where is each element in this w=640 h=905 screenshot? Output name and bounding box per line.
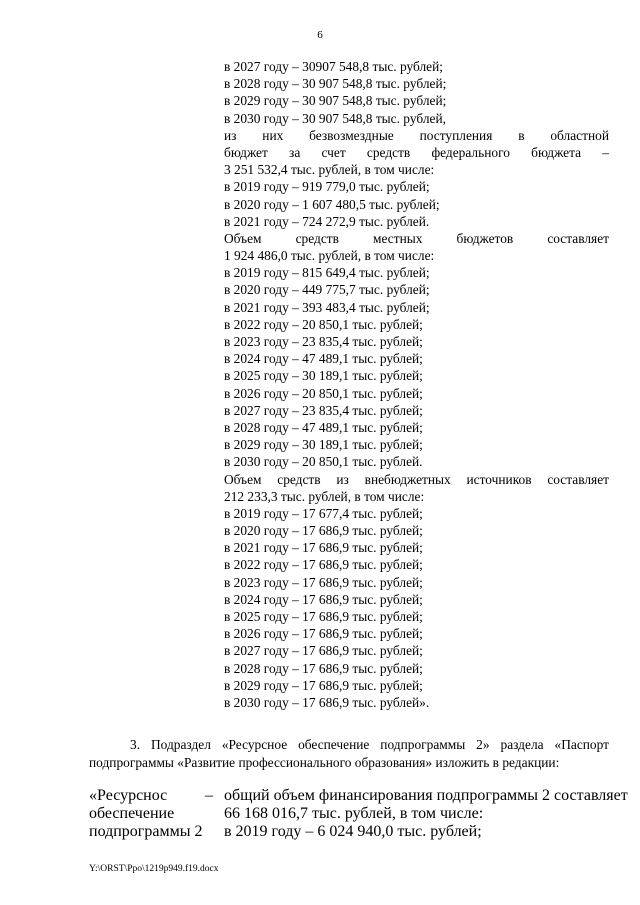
section-3-paragraph <box>89 736 609 772</box>
year-line: в 2029 году – 17 686,9 тыс. рублей; <box>224 677 423 693</box>
year-line: в 2030 году – 17 686,9 тыс. рублей». <box>224 694 430 710</box>
offbudget-total-line: 212 233,3 тыс. рублей, в том числе: <box>224 488 425 504</box>
year-line: в 2019 году – 17 677,4 тыс. рублей; <box>224 505 423 521</box>
resource-label-line: обеспечение <box>89 804 175 822</box>
year-line: в 2028 году – 30 907 548,8 тыс. рублей; <box>224 76 447 92</box>
local-intro-line: Объем средств местных бюджетов составляет <box>224 230 609 246</box>
year-line: в 2024 году – 17 686,9 тыс. рублей; <box>224 591 423 607</box>
year-line: в 2029 году – 30 907 548,8 тыс. рублей; <box>224 93 447 109</box>
local-total-line: 1 924 486,0 тыс. рублей, в том числе: <box>224 248 435 264</box>
federal-total-line: 3 251 532,4 тыс. рублей, в том числе: <box>224 162 435 178</box>
resource-label <box>89 787 209 840</box>
year-line: в 2024 году – 47 489,1 тыс. рублей; <box>224 351 423 367</box>
year-line: в 2029 году – 30 189,1 тыс. рублей; <box>224 437 423 453</box>
year-line: в 2027 году – 23 835,4 тыс. рублей; <box>224 402 423 418</box>
federal-intro-line: из них безвозмездные поступления в областной <box>224 127 609 143</box>
year-line: в 2023 году – 23 835,4 тыс. рублей; <box>224 334 423 349</box>
year-line: в 2026 году – 17 686,9 тыс. рублей; <box>224 626 423 642</box>
section-3-line: 3. Подраздел «Ресурсное обеспечение подпрограммы 2» раздела «Паспорт <box>130 737 609 752</box>
year-line: в 2021 году – 724 272,9 тыс. рублей. <box>224 213 430 229</box>
resource-label-line: «Ресурснос <box>89 787 168 804</box>
funding-text-block <box>224 58 609 711</box>
year-line: в 2028 году – 17 686,9 тыс. рублей; <box>224 660 423 676</box>
resource-body-line: в 2019 году – 6 024 940,0 тыс. рублей; <box>224 822 482 840</box>
resource-body-line: 66 168 016,7 тыс. рублей, в том числе: <box>224 804 484 822</box>
year-line: в 2022 году – 20 850,1 тыс. рублей; <box>224 316 423 332</box>
year-line: в 2028 году – 47 489,1 тыс. рублей; <box>224 419 423 435</box>
year-line: в 2023 году – 17 686,9 тыс. рублей; <box>224 574 423 590</box>
year-line: в 2020 году – 17 686,9 тыс. рублей; <box>224 523 423 539</box>
year-line: в 2020 году – 449 775,7 тыс. рублей; <box>224 282 430 298</box>
federal-intro-line: бюджет за счет средств федерального бюджета – <box>224 144 609 160</box>
year-line: в 2021 году – 393 483,4 тыс. рублей; <box>224 299 430 315</box>
year-line: в 2025 году – 17 686,9 тыс. рублей; <box>224 609 423 624</box>
year-line: в 2030 году – 30 907 548,8 тыс. рублей, <box>224 110 446 126</box>
year-line: в 2019 году – 919 779,0 тыс. рублей; <box>224 179 430 195</box>
year-line: в 2020 году – 1 607 480,5 тыс. рублей; <box>224 196 440 212</box>
file-path-footer: Y:\ORST\Ppo\1219p949.f19.docx <box>89 864 219 874</box>
year-line: в 2022 году – 17 686,9 тыс. рублей; <box>224 557 423 573</box>
year-line: в 2030 году – 20 850,1 тыс. рублей. <box>224 454 423 470</box>
resource-label-line: подпрограммы 2 <box>89 822 203 840</box>
year-line: в 2021 году – 17 686,9 тыс. рублей; <box>224 540 423 556</box>
offbudget-intro-line: Объем средств из внебюджетных источников составляет <box>224 471 609 487</box>
resource-body-line: общий объем финансирования подпрограммы 2 составляет <box>224 787 628 804</box>
page-number: 6 <box>317 29 323 41</box>
resource-body <box>224 787 628 840</box>
year-line: в 2027 году – 30907 548,8 тыс. рублей; <box>224 59 443 74</box>
section-3-line: подпрограммы «Развитие профессионального образования» изложить в редакции: <box>89 754 560 770</box>
resource-dash: – <box>205 787 213 804</box>
year-line: в 2019 году – 815 649,4 тыс. рублей; <box>224 265 430 281</box>
year-line: в 2025 году – 30 189,1 тыс. рублей; <box>224 368 423 384</box>
year-line: в 2026 году – 20 850,1 тыс. рублей; <box>224 385 423 401</box>
year-line: в 2027 году – 17 686,9 тыс. рублей; <box>224 643 423 659</box>
